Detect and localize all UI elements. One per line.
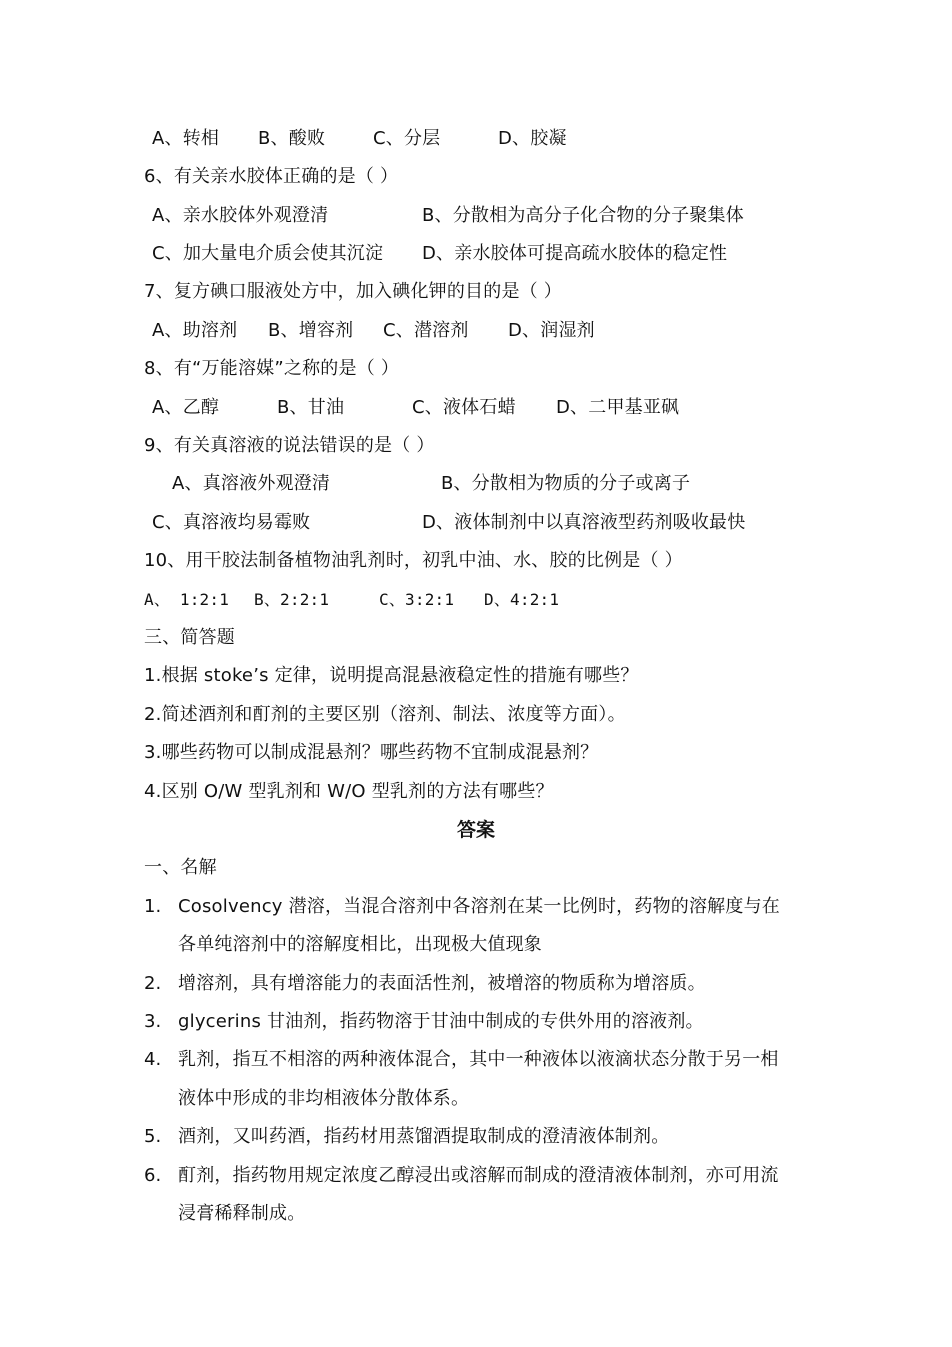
q10-option-c: C、3:2:1 xyxy=(379,590,455,609)
q9-stem: 9、有关真溶液的说法错误的是（ ） xyxy=(144,435,435,456)
answers-title: 答案 xyxy=(456,819,495,841)
q5-option-b: B、酸败 xyxy=(258,128,326,149)
q5-option-d-wrap xyxy=(498,127,567,151)
q6-option-d: D、亲水胶体可提高疏水胶体的稳定性 xyxy=(422,243,728,264)
short-answer-item-4: 4.区别 O/W 型乳剂和 W/O 型乳剂的方法有哪些？ xyxy=(144,781,554,802)
q10-option-d: D、4:2:1 xyxy=(484,590,560,609)
q7-option-b: B、增容剂 xyxy=(268,320,354,341)
short-answer-item-3: 3.哪些药物可以制成混悬剂？哪些药物不宜制成混悬剂？ xyxy=(144,742,599,763)
q5-option-b-wrap xyxy=(258,127,325,151)
answer-6-number: 6. xyxy=(144,1165,162,1186)
q8-stem: 8、有“万能溶媒”之称的是（ ） xyxy=(144,358,400,379)
q10-option-a: A、 1:2:1 xyxy=(144,590,230,609)
q5-option-c-wrap xyxy=(373,127,440,151)
q9-option-d: D、液体制剂中以真溶液型药剂吸收最快 xyxy=(422,512,746,533)
q8-option-d: D、二甲基亚砜 xyxy=(556,397,680,418)
q5-option-d: D、胶凝 xyxy=(498,128,567,149)
q8-option-a: A、乙醇 xyxy=(152,397,220,418)
answer-1-number: 1. xyxy=(144,896,162,917)
short-answer-item-1: 1.根据 stoke’s 定律，说明提高混悬液稳定性的措施有哪些？ xyxy=(144,665,639,686)
q10-stem: 10、用干胶法制备植物油乳剂时，初乳中油、水、胶的比例是（ ） xyxy=(144,550,683,571)
q6-option-c: C、加大量电介质会使其沉淀 xyxy=(152,243,384,264)
q8-option-b: B、甘油 xyxy=(277,397,345,418)
q9-option-c: C、真溶液均易霉败 xyxy=(152,512,311,533)
answer-3-number: 3. xyxy=(144,1011,162,1032)
q5-options xyxy=(152,127,219,151)
q5-option-c: C、分层 xyxy=(373,128,441,149)
answer-5-line1: 酒剂，又叫药酒，指药材用蒸馏酒提取制成的澄清液体制剂。 xyxy=(178,1126,670,1147)
answer-2-line1: 增溶剂，具有增溶能力的表面活性剂，被增溶的物质称为增溶质。 xyxy=(178,973,706,994)
answer-6-line1: 酊剂，指药物用规定浓度乙醇浸出或溶解而制成的澄清液体制剂，亦可用流 xyxy=(178,1165,779,1186)
short-answer-heading: 三、简答题 xyxy=(144,627,235,648)
answer-3-line1: glycerins 甘油剂，指药物溶于甘油中制成的专供外用的溶液剂。 xyxy=(178,1011,704,1032)
answer-1-line1: Cosolvency 潜溶，当混合溶剂中各溶剂在某一比例时，药物的溶解度与在 xyxy=(178,896,780,917)
q8-option-c: C、液体石蜡 xyxy=(412,397,516,418)
q9-option-a: A、真溶液外观澄清 xyxy=(172,473,331,494)
answer-5-number: 5. xyxy=(144,1126,162,1147)
answers-section1-heading: 一、名解 xyxy=(144,857,217,878)
answer-4-line1: 乳剂，指互不相溶的两种液体混合，其中一种液体以液滴状态分散于另一相 xyxy=(178,1049,779,1070)
q7-option-a: A、助溶剂 xyxy=(152,320,238,341)
q7-stem: 7、复方碘口服液处方中，加入碘化钾的目的是（ ） xyxy=(144,281,562,302)
answer-4-line2: 液体中形成的非均相液体分散体系。 xyxy=(178,1088,470,1109)
answer-4-number: 4. xyxy=(144,1049,162,1070)
answer-1-line2: 各单纯溶剂中的溶解度相比，出现极大值现象 xyxy=(178,934,542,955)
answer-2-number: 2. xyxy=(144,973,162,994)
q7-option-c: C、潜溶剂 xyxy=(383,320,469,341)
q6-option-a: A、亲水胶体外观澄清 xyxy=(152,205,329,226)
short-answer-item-2: 2.简述酒剂和酊剂的主要区别（溶剂、制法、浓度等方面）。 xyxy=(144,704,626,725)
answer-6-line2: 浸膏稀释制成。 xyxy=(178,1203,306,1224)
q9-option-b: B、分散相为物质的分子或离子 xyxy=(441,473,691,494)
q5-option-a: A、转相 xyxy=(152,128,220,149)
q6-stem: 6、有关亲水胶体正确的是（ ） xyxy=(144,166,399,187)
q10-option-b: B、2:2:1 xyxy=(254,590,330,609)
q6-option-b: B、分散相为高分子化合物的分子聚集体 xyxy=(422,205,744,226)
q7-option-d: D、润湿剂 xyxy=(508,320,595,341)
